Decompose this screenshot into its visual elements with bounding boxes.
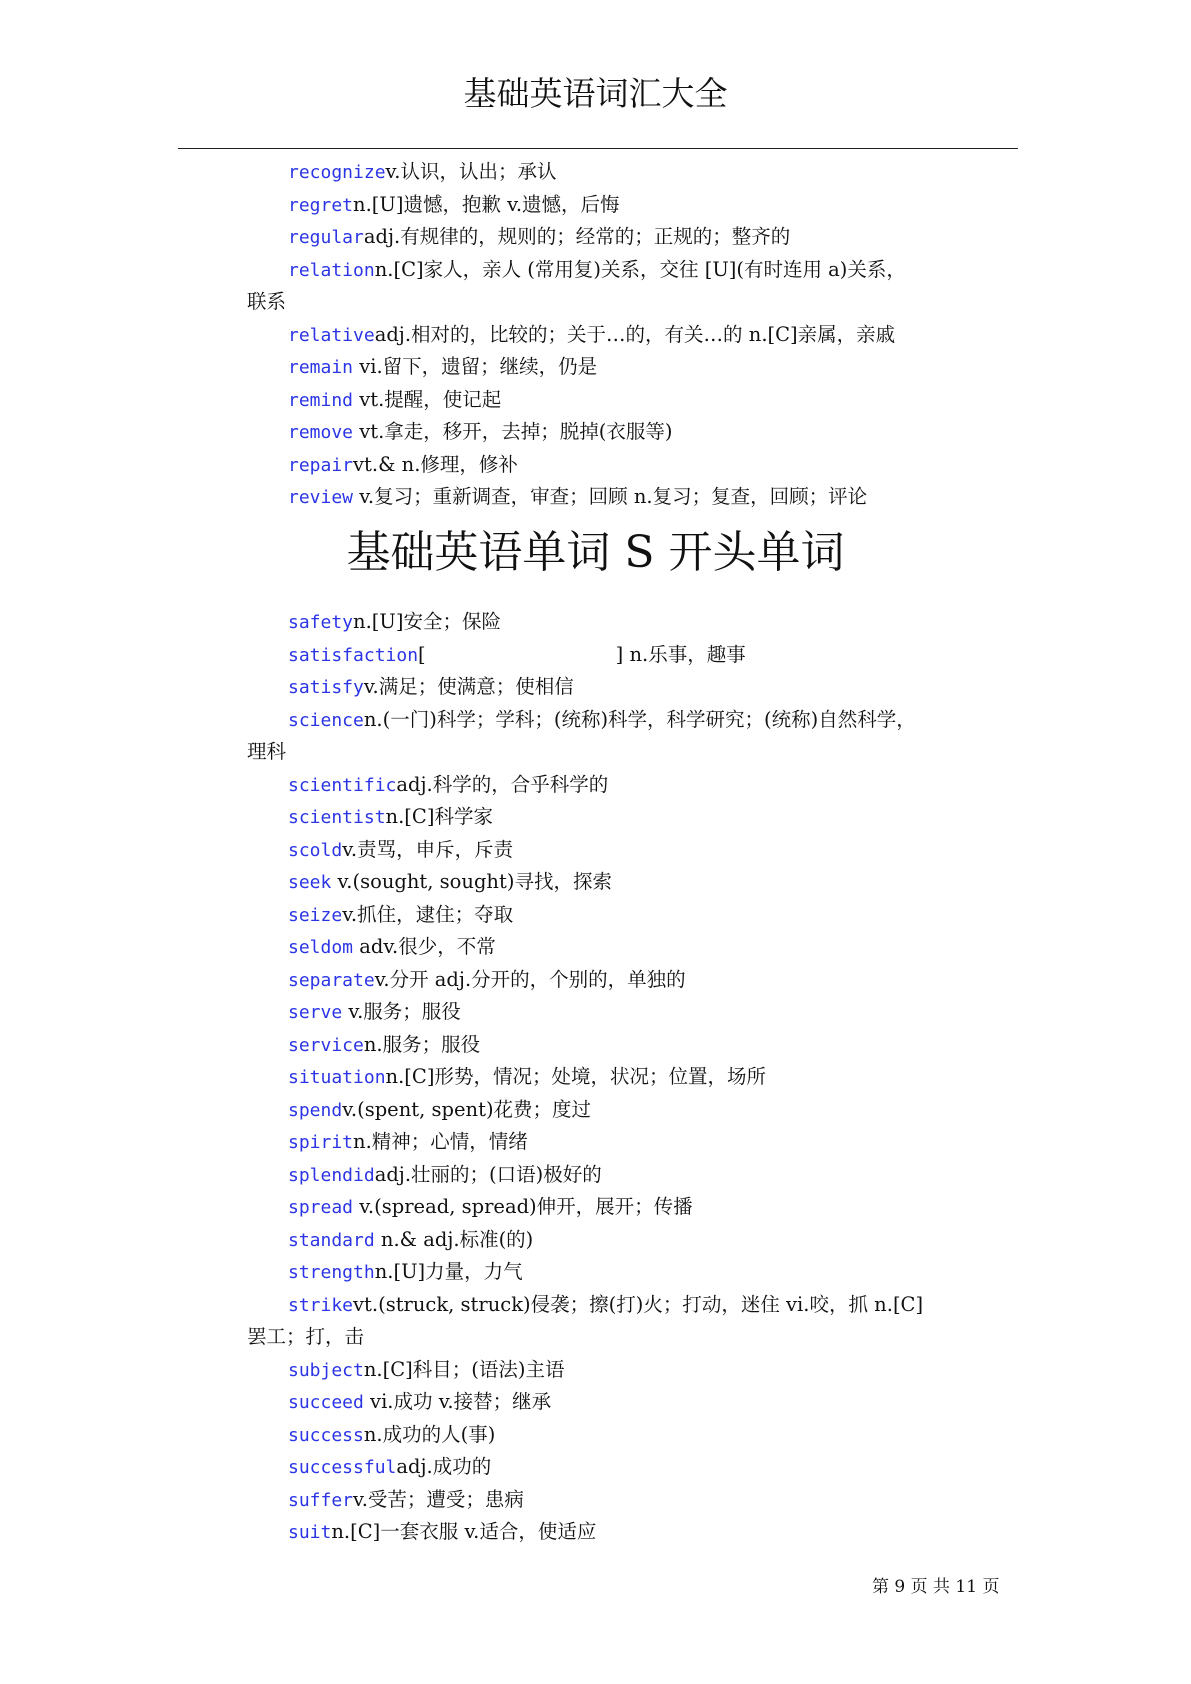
- vocab-entry: [288, 1390, 551, 1414]
- vocab-entry: [288, 1358, 564, 1382]
- vocab-definition: n.& adj.标准(的): [374, 1227, 534, 1251]
- vocab-entry: [288, 610, 501, 634]
- vocab-entry: [288, 1195, 693, 1219]
- vocab-definition: v.服务；服役: [342, 1000, 461, 1023]
- vocab-word: suit: [288, 1522, 332, 1543]
- vocab-entry: [288, 420, 673, 444]
- vocab-word: remind: [288, 389, 354, 411]
- vocab-definition: n.成功的人(事): [363, 1422, 496, 1446]
- vocab-word: recognize: [288, 162, 386, 183]
- vocab-entry: [288, 773, 608, 797]
- vocab-word: spirit: [288, 1132, 354, 1153]
- vocab-entry: [288, 1488, 524, 1512]
- vocab-word: regret: [288, 194, 354, 216]
- vocab-definition: adj.有规律的，规则的；经常的；正规的；整齐的: [363, 225, 791, 248]
- vocab-word: spend: [288, 1099, 343, 1121]
- vocab-definition: v.复习；重新调查，审查；回顾 n.复习；复查，回顾；评论: [353, 485, 868, 508]
- vocab-definition: adv.很少，不常: [353, 935, 496, 958]
- vocab-definition: vi.成功 v.接替；继承: [363, 1390, 552, 1413]
- vocab-entry: [288, 708, 916, 732]
- vocab-entry: [288, 805, 493, 829]
- vocab-definition: adj.壮丽的；(口语)极好的: [374, 1162, 602, 1186]
- vocab-word: separate: [288, 969, 375, 991]
- vocab-entry: [288, 193, 620, 217]
- vocab-definition: n.[C]科目；(语法)主语: [363, 1357, 565, 1381]
- vocab-definition: n.[C]科学家: [385, 805, 493, 828]
- vocab-entry: [288, 1293, 923, 1317]
- phonetic-bracket-open: [: [418, 642, 426, 666]
- page-header-title: 基础英语词汇大全: [463, 74, 728, 113]
- vocab-entry: [288, 1520, 596, 1544]
- vocab-word: splendid: [288, 1164, 375, 1186]
- vocab-definition: v.(sought, sought)寻找，探索: [331, 870, 612, 893]
- vocab-definition: ] n.乐事，趣事: [615, 642, 746, 666]
- vocab-entry: [288, 1000, 461, 1024]
- vocab-word: seldom: [288, 937, 354, 958]
- vocab-definition: v.满足；使满意；使相信: [363, 675, 574, 698]
- vocab-word: strength: [288, 1262, 375, 1283]
- vocab-word: subject: [288, 1359, 364, 1381]
- vocab-word: standard: [288, 1229, 375, 1251]
- vocab-word: satisfaction: [288, 644, 419, 666]
- vocab-entry: [288, 323, 895, 347]
- section-title: 基础英语单词 S 开头单词: [346, 527, 845, 578]
- vocab-word: remain: [288, 357, 354, 378]
- vocab-word: strike: [288, 1294, 354, 1316]
- vocab-word: satisfy: [288, 677, 364, 698]
- vocab-definition: v.分开 adj.分开的，个别的，单独的: [374, 967, 686, 991]
- vocab-definition: vt.& n.修理，修补: [353, 452, 518, 476]
- vocab-word: repair: [288, 454, 354, 476]
- vocab-entry: [288, 485, 867, 509]
- vocab-definition: n.[C]形势，情况；处境，状况；位置，场所: [385, 1065, 766, 1088]
- vocab-word: service: [288, 1034, 364, 1056]
- vocab-definition: v.(spread, spread)伸开，展开；传播: [353, 1195, 693, 1218]
- vocab-word: regular: [288, 227, 364, 248]
- vocab-definition: v.受苦；遭受；患病: [353, 1487, 524, 1511]
- vocab-word: suffer: [288, 1489, 354, 1511]
- vocab-entry: [288, 1423, 495, 1447]
- vocab-definition: n.精神；心情，情绪: [353, 1130, 528, 1153]
- vocab-definition: n.[C]一套衣服 v.适合，使适应: [331, 1520, 597, 1543]
- vocab-word: relative: [288, 324, 375, 346]
- vocab-entry: [288, 258, 906, 282]
- vocab-word: relation: [288, 259, 375, 281]
- vocab-definition: vt.提醒，使记起: [353, 387, 502, 411]
- vocab-definition: v.抓住，逮住；夺取: [342, 902, 514, 926]
- vocab-word: scold: [288, 839, 343, 861]
- vocab-definition: v.(spent, spent)花费；度过: [342, 1097, 592, 1121]
- vocab-entry: [288, 1033, 480, 1057]
- vocab-definition: n.服务；服役: [363, 1032, 481, 1056]
- vocab-definition: vt.拿走，移开，去掉；脱掉(衣服等): [353, 420, 673, 443]
- vocab-entry: [288, 1228, 533, 1252]
- vocab-entry: [288, 870, 612, 894]
- vocab-word: scientist: [288, 807, 386, 828]
- vocab-word: seek: [288, 872, 332, 893]
- vocab-word: serve: [288, 1002, 343, 1023]
- vocab-entry: [288, 1065, 766, 1089]
- vocab-entry: [288, 935, 496, 959]
- vocab-entry: [288, 1455, 491, 1479]
- vocab-entry: [288, 388, 501, 412]
- page-number: 第 9 页 共 11 页: [872, 1577, 1000, 1597]
- vocab-word: remove: [288, 422, 354, 443]
- vocab-word: safety: [288, 612, 354, 633]
- vocab-definition: adj.成功的: [396, 1455, 492, 1478]
- vocab-entry: [288, 1260, 523, 1284]
- vocab-word: seize: [288, 904, 343, 926]
- vocab-entry: [288, 1163, 602, 1187]
- vocab-entry: [288, 675, 574, 699]
- vocab-word: scientific: [288, 774, 397, 796]
- vocab-word: spread: [288, 1197, 354, 1218]
- vocab-entry: [288, 1098, 591, 1122]
- vocab-definition: vi.留下，遗留；继续，仍是: [353, 355, 598, 378]
- vocab-entry: [288, 643, 746, 667]
- vocab-entry: [288, 225, 790, 249]
- vocab-definition-continued: 理科: [247, 740, 287, 763]
- vocab-definition-continued: 罢工；打，击: [247, 1325, 365, 1348]
- vocab-definition: adj.相对的，比较的；关于…的，有关…的 n.[C]亲属，亲戚: [374, 322, 896, 346]
- vocab-word: successful: [288, 1457, 397, 1478]
- vocab-entry: [288, 355, 597, 379]
- vocab-definition: n.(一门)科学；学科；(统称)科学，科学研究；(统称)自然科学，: [363, 707, 916, 731]
- vocab-definition: vt.(struck, struck)侵袭；擦(打)火；打动，迷住 vi.咬，抓 n.[C]: [353, 1292, 924, 1316]
- vocab-entry: [288, 903, 513, 927]
- vocab-definition: n.[U]力量，力气: [374, 1260, 523, 1283]
- vocab-definition: v.责骂，申斥，斥责: [342, 837, 514, 861]
- vocab-entry: [288, 1130, 528, 1154]
- header-divider: [178, 148, 1018, 149]
- vocab-entry: [288, 968, 686, 992]
- vocab-word: science: [288, 709, 364, 731]
- vocab-word: succeed: [288, 1392, 364, 1413]
- vocab-definition: n.[C]家人，亲人 (常用复)关系，交往 [U](有时连用 a)关系，: [374, 257, 906, 281]
- vocab-word: review: [288, 487, 354, 508]
- vocab-entry: [288, 160, 556, 184]
- vocab-definition: adj.科学的，合乎科学的: [396, 772, 609, 796]
- vocab-entry: [288, 838, 513, 862]
- vocab-definition: n.[U]遗憾，抱歉 v.遗憾，后悔: [353, 192, 620, 216]
- vocab-word: situation: [288, 1067, 386, 1088]
- vocab-definition-continued: 联系: [247, 290, 287, 313]
- vocab-definition: v.认识，认出；承认: [385, 160, 557, 183]
- vocab-definition: n.[U]安全；保险: [353, 610, 501, 633]
- vocab-word: success: [288, 1424, 364, 1446]
- vocab-entry: [288, 453, 518, 477]
